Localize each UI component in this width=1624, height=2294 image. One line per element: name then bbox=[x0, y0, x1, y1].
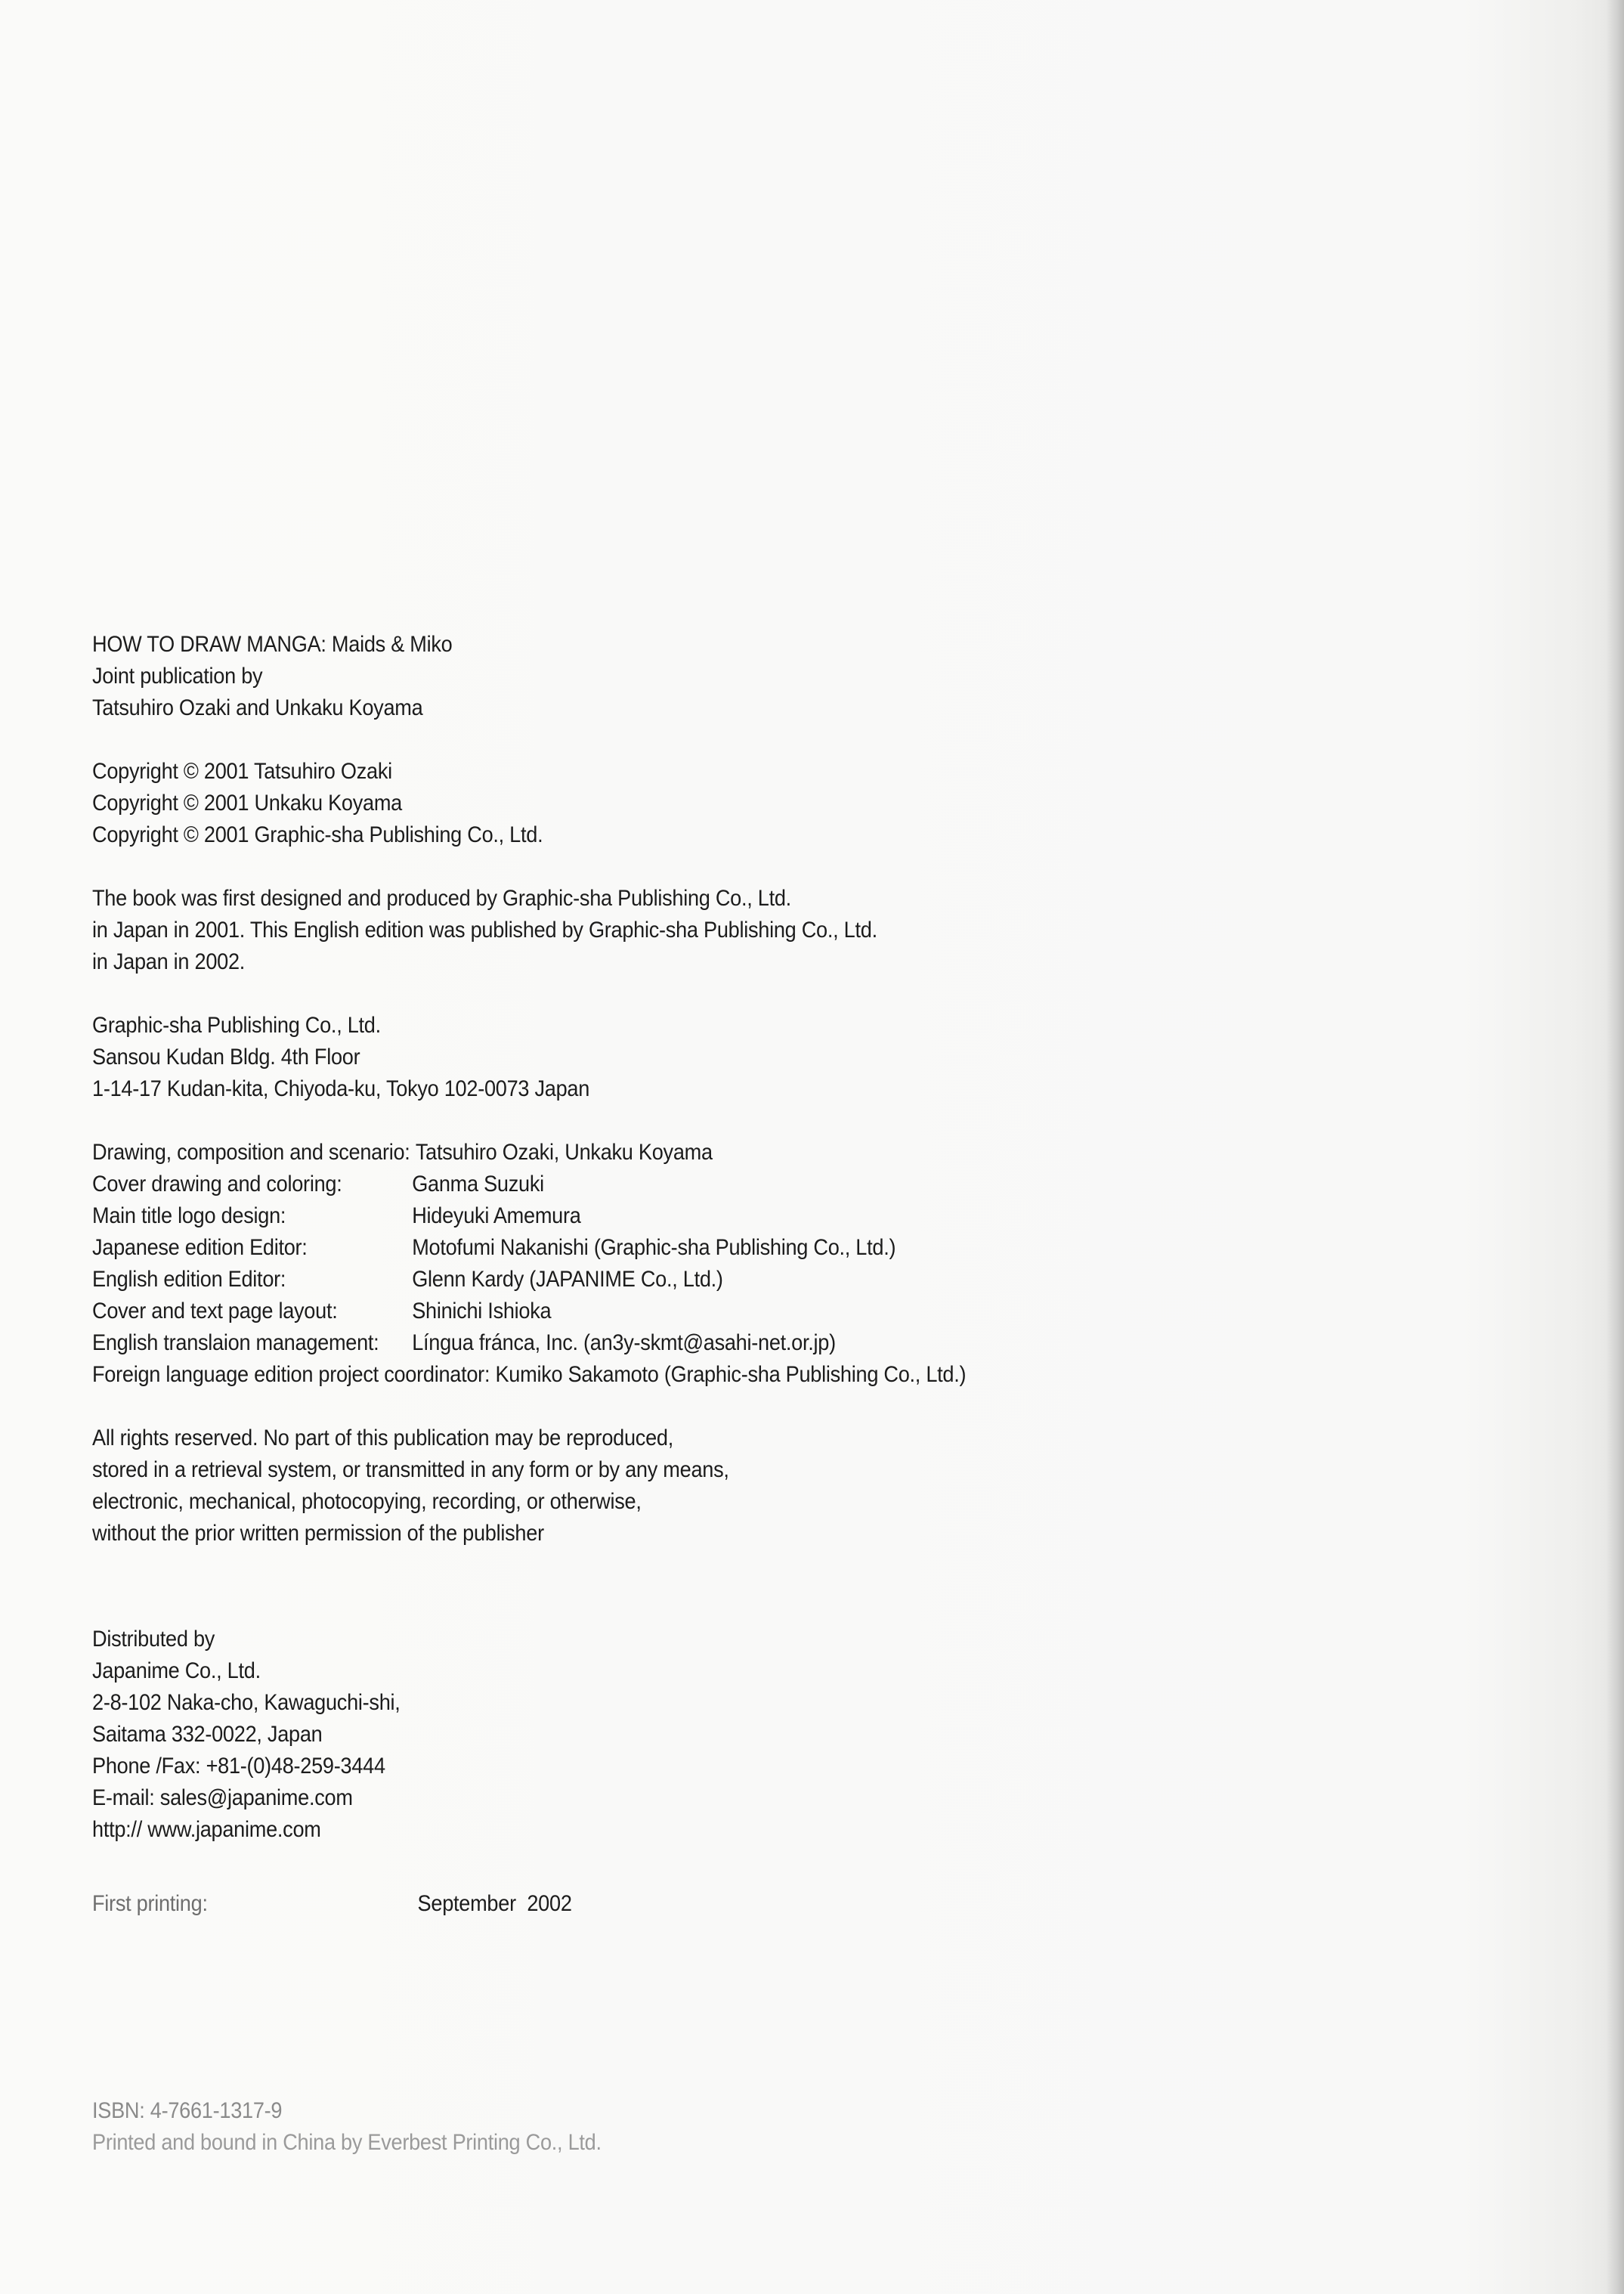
credit-name bbox=[490, 1359, 495, 1391]
edition-note-line: in Japan in 2002. bbox=[92, 949, 246, 974]
isbn-block bbox=[92, 2095, 1177, 2159]
printing-label: First printing: bbox=[92, 1891, 208, 1916]
page-edge-shadow bbox=[1606, 0, 1624, 2294]
credit-role: Japanese edition Editor: bbox=[92, 1235, 308, 1260]
publisher-address: Sansou Kudan Bldg. 4th Floor bbox=[92, 1045, 360, 1070]
credit-row bbox=[92, 1327, 1177, 1359]
credit-name: Kumiko Sakamoto (Graphic-sha Publishing Co., Ltd.) bbox=[495, 1362, 967, 1387]
authors: Tatsuhiro Ozaki and Unkaku Koyama bbox=[92, 695, 423, 720]
credit-name: Motofumi Nakanishi (Graphic-sha Publishing Co., Ltd.) bbox=[412, 1235, 896, 1260]
credit-role: Cover drawing and coloring: bbox=[92, 1172, 342, 1197]
book-title: HOW TO DRAW MANGA: Maids & Miko bbox=[92, 632, 453, 657]
distributor-phone: Phone /Fax: +81-(0)48-259-3444 bbox=[92, 1754, 385, 1779]
rights-line: electronic, mechanical, photocopying, recording, or otherwise, bbox=[92, 1489, 642, 1514]
distributor-address: 2-8-102 Naka-cho, Kawaguchi-shi, bbox=[92, 1690, 401, 1715]
rights-block bbox=[92, 1423, 1177, 1549]
credit-role: English edition Editor: bbox=[92, 1267, 286, 1292]
credit-row bbox=[92, 1359, 1177, 1391]
edition-note-block bbox=[92, 883, 1177, 978]
credit-role: Main title logo design: bbox=[92, 1203, 286, 1228]
edition-note-line: in Japan in 2001. This English edition was published by Graphic-sha Publishing Co., Ltd. bbox=[92, 918, 877, 943]
rights-line: All rights reserved. No part of this publication may be reproduced, bbox=[92, 1426, 673, 1450]
copyright-line: Copyright © 2001 Unkaku Koyama bbox=[92, 791, 403, 816]
distributor-website: http:// www.japanime.com bbox=[92, 1817, 321, 1842]
credit-row bbox=[92, 1200, 1177, 1232]
printing-date: September 2002 bbox=[417, 1891, 572, 1916]
credit-role: English translaion management: bbox=[92, 1330, 379, 1355]
rights-line: stored in a retrieval system, or transmitted in any form or by any means, bbox=[92, 1457, 729, 1482]
credit-row bbox=[92, 1264, 1177, 1296]
credit-role: Foreign language edition project coordinator: bbox=[92, 1362, 490, 1387]
rights-line: without the prior written permission of the publisher bbox=[92, 1521, 544, 1546]
publication-note: Joint publication by bbox=[92, 664, 263, 689]
credit-name: Língua fránca, Inc. (an3y-skmt@asahi-net.or.jp) bbox=[412, 1330, 836, 1355]
copyright-line: Copyright © 2001 Graphic-sha Publishing Co., Ltd. bbox=[92, 822, 543, 847]
distributor-email: E-mail: sales@japanime.com bbox=[92, 1785, 353, 1810]
credits-block bbox=[92, 1137, 1177, 1391]
distributor-name: Japanime Co., Ltd. bbox=[92, 1658, 261, 1683]
publisher-block bbox=[92, 1010, 1177, 1105]
credit-name: Glenn Kardy (JAPANIME Co., Ltd.) bbox=[412, 1267, 723, 1292]
distributor-block bbox=[92, 1624, 1177, 1846]
credit-row bbox=[92, 1232, 1177, 1264]
credit-name: Ganma Suzuki bbox=[412, 1172, 544, 1197]
edition-note-line: The book was first designed and produced by Graphic-sha Publishing Co., Ltd. bbox=[92, 886, 791, 911]
colophon-text bbox=[92, 629, 1177, 2159]
credit-name: Tatsuhiro Ozaki, Unkaku Koyama bbox=[415, 1140, 713, 1165]
title-block bbox=[92, 629, 1177, 724]
printing-row bbox=[92, 1888, 1177, 1920]
credit-name: Shinichi Ishioka bbox=[412, 1299, 552, 1323]
isbn-number: ISBN: 4-7661-1317-9 bbox=[92, 2098, 283, 2123]
publisher-address: 1-14-17 Kudan-kita, Chiyoda-ku, Tokyo 102-0073 Japan bbox=[92, 1076, 590, 1101]
printer-note: Printed and bound in China by Everbest Printing Co., Ltd. bbox=[92, 2130, 602, 2155]
credit-name bbox=[410, 1137, 416, 1169]
credit-name: Hideyuki Amemura bbox=[412, 1203, 581, 1228]
credit-row bbox=[92, 1296, 1177, 1327]
distributor-address: Saitama 332-0022, Japan bbox=[92, 1722, 323, 1747]
credit-role: Drawing, composition and scenario: bbox=[92, 1140, 410, 1165]
credit-row bbox=[92, 1169, 1177, 1200]
copyright-line: Copyright © 2001 Tatsuhiro Ozaki bbox=[92, 759, 392, 784]
publisher-name: Graphic-sha Publishing Co., Ltd. bbox=[92, 1013, 381, 1038]
copyright-block bbox=[92, 756, 1177, 851]
distributor-label: Distributed by bbox=[92, 1627, 215, 1652]
credit-row bbox=[92, 1137, 1177, 1169]
credit-role: Cover and text page layout: bbox=[92, 1299, 338, 1323]
